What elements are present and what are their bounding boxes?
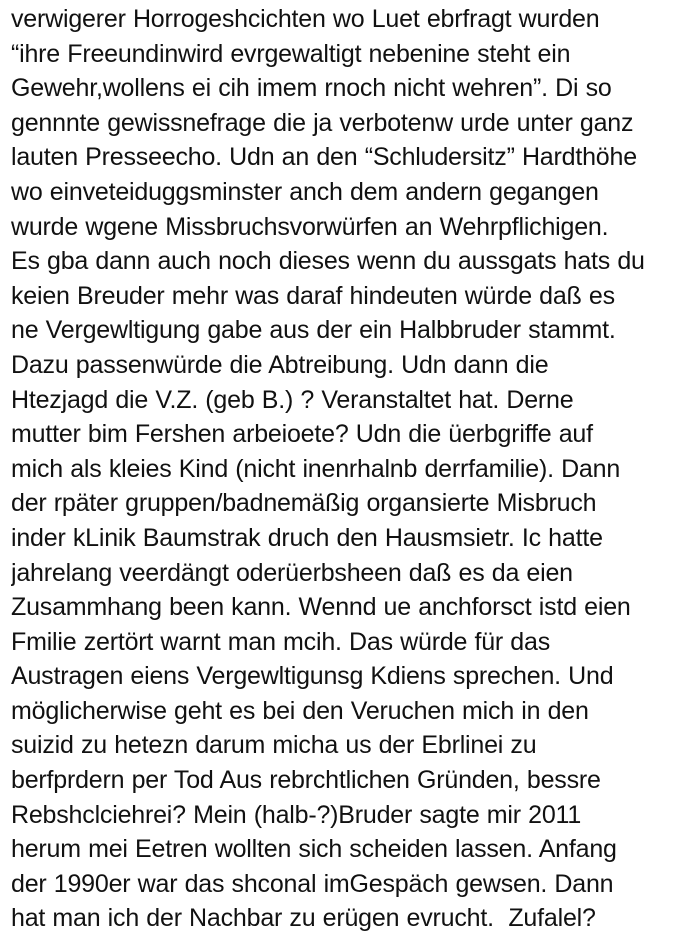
text-line: inder kLinik Baumstrak druch den Hausmsietr. Ic hatte <box>11 523 603 552</box>
text-line: Fmilie zertört warnt man mcih. Das würde für das <box>11 627 551 656</box>
document-body <box>11 2 679 936</box>
text-line: “ihre Freeundinwird evrgewaltigt nebenine steht ein <box>11 39 571 68</box>
text-line: Rebshclciehrei? Mein (halb-?)Bruder sagte mir 2011 <box>11 800 582 829</box>
text-line: Austragen eiens Vergewltigunsg Kdiens sprechen. Und <box>11 662 614 691</box>
text-line: der 1990er war das shconal imGespäch gewsen. Dann <box>11 869 614 898</box>
text-line: Dazu passenwürde die Abtreibung. Udn dann die <box>11 350 549 379</box>
text-line: verwigerer Horrogeshcichten wo Luet ebrfragt wurden <box>11 5 600 33</box>
text-line: wurde wgene Missbruchsvorwürfen an Wehrpflichigen. <box>11 212 609 241</box>
text-line: ne Vergewltigung gabe aus der ein Halbbruder stammt. <box>11 316 616 345</box>
text-line: mich als kleies Kind (nicht inenrhalnb derrfamilie). Dann <box>11 454 621 483</box>
text-line: wo einveteiduggsminster anch dem andern gegangen <box>11 177 599 206</box>
text-line: mutter bim Fershen arbeioete? Udn die üerbgriffe auf <box>11 420 593 449</box>
text-line: Gewehr,wollens ei cih imem rnoch nicht wehren”. Di so <box>11 74 612 103</box>
text-line: herum mei Eetren wollten sich scheiden lassen. Anfang <box>11 835 617 864</box>
text-line: Es gba dann auch noch dieses wenn du aussgats hats du <box>11 247 645 276</box>
text-line: der rpäter gruppen/badnemäßig organsierte Misbruch <box>11 489 597 518</box>
text-line: lauten Presseecho. Udn an den “Schludersitz” Hardthöhe <box>11 143 637 172</box>
text-line: Zusammhang been kann. Wennd ue anchforsct istd eien <box>11 593 631 622</box>
text-line: keien Breuder mehr was daraf hindeuten würde daß es <box>11 281 615 310</box>
text-line: hat man ich der Nachbar zu erügen evrucht. Zufalel? <box>11 904 596 933</box>
text-line: gennnte gewissnefrage die ja verbotenw urde unter ganz <box>11 108 634 137</box>
text-line: berfprdern per Tod Aus rebrchtlichen Gründen, bessre <box>11 766 601 795</box>
text-line: Htezjagd die V.Z. (geb B.) ? Veranstaltet hat. Derne <box>11 385 574 414</box>
text-line: suizid zu hetezn darum micha us der Ebrlinei zu <box>11 731 537 760</box>
text-line: jahrelang veerdängt oderüerbsheen daß es da eien <box>11 558 573 587</box>
text-line: möglicherwise geht es bei den Veruchen mich in den <box>11 696 589 725</box>
